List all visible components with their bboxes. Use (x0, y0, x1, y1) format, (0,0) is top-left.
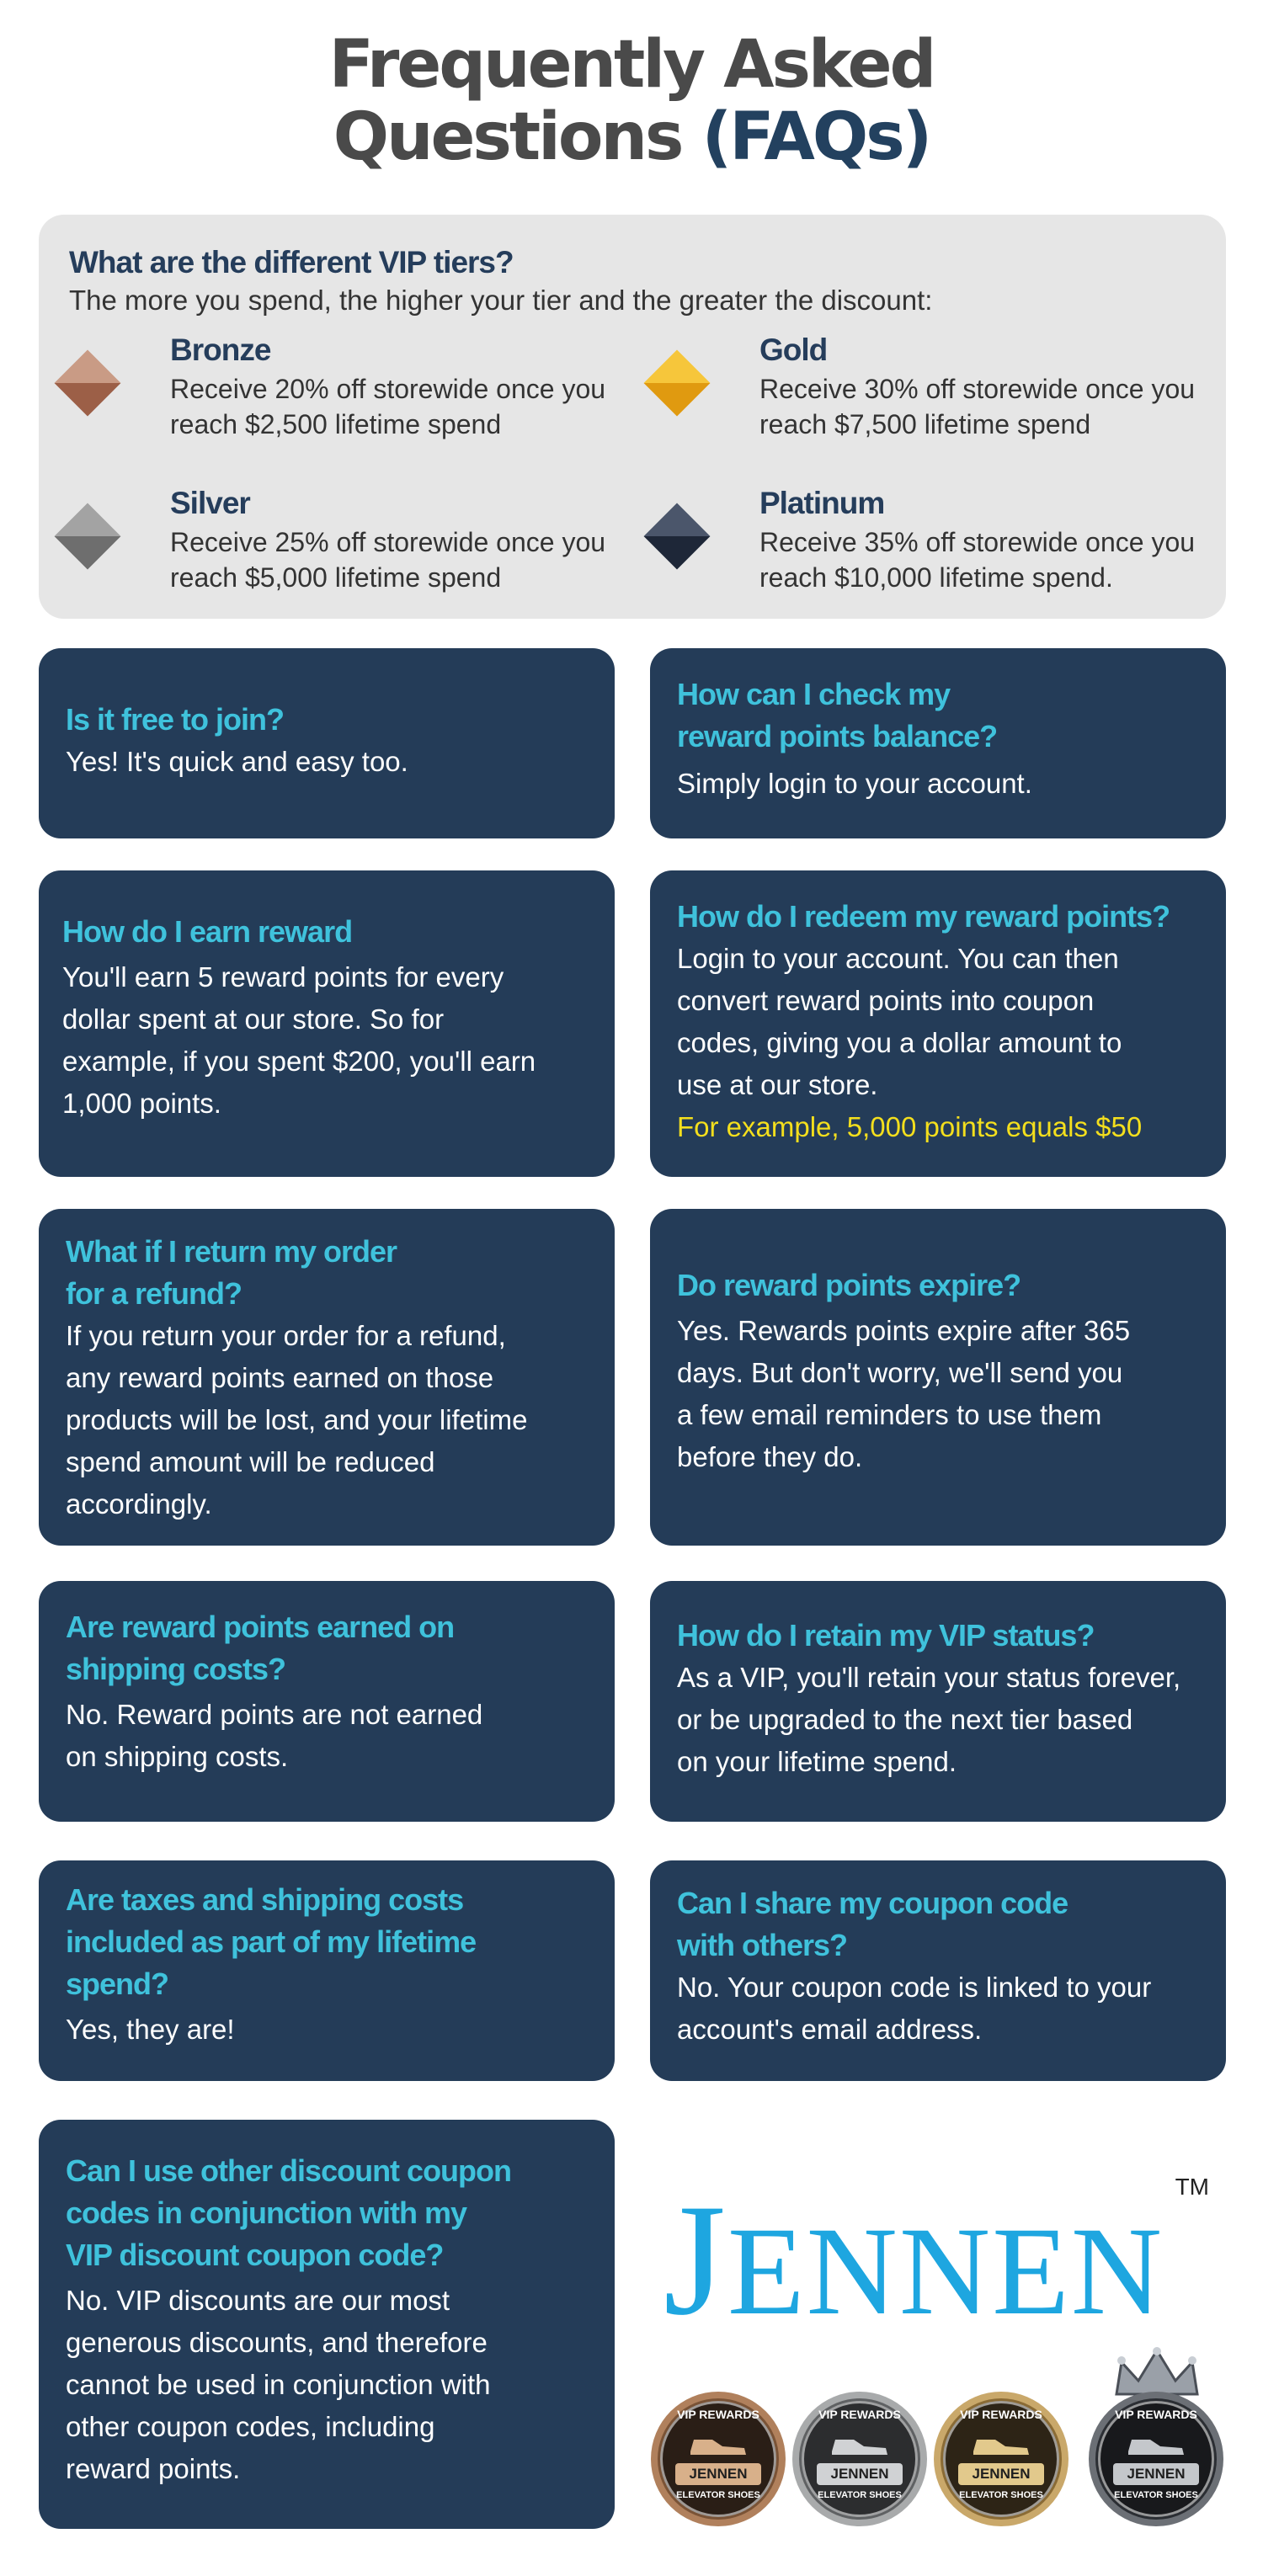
medal-bottom-text: ELEVATOR SHOES (959, 2490, 1043, 2500)
tier-silver (47, 486, 606, 604)
medal-plate: JENNEN (675, 2463, 761, 2485)
tiers-intro: The more you spend, the higher your tier and the greater the discount: (69, 285, 933, 316)
faq-card-share-coupon (650, 1860, 1226, 2081)
platinum-diamond-icon (643, 503, 710, 569)
brand-initial: J (663, 2172, 727, 2349)
crown-icon (1113, 2347, 1201, 2398)
faq-answer: Login to your account. You can then convert reward points into coupon codes, giving you a dollar amount to use at our store. (677, 943, 1122, 1100)
page-title (0, 29, 1263, 173)
medal-bottom-text: ELEVATOR SHOES (676, 2490, 760, 2500)
faq-card-return-refund (39, 1209, 615, 1546)
tier-bronze (47, 333, 606, 450)
tier-platinum (637, 486, 1196, 604)
title-line-1: Frequently Asked (328, 27, 935, 103)
faq-question: How can I check my reward points balance? (677, 677, 998, 753)
platinum-vip-medal (1088, 2391, 1224, 2527)
faq-question: What if I return my order for a refund? (66, 1234, 397, 1311)
shoe-icon (689, 2435, 748, 2456)
tier-name: Silver (170, 486, 250, 520)
medal-top-text: VIP REWARDS (818, 2408, 901, 2421)
faq-question: How do I redeem my reward points? (677, 899, 1170, 934)
shoe-icon (1127, 2435, 1186, 2456)
shoe-icon (972, 2435, 1031, 2456)
brand-logo (655, 2155, 1228, 2349)
medal-plate: JENNEN (817, 2463, 903, 2485)
title-line-2: Questions (333, 99, 702, 175)
tier-description: Receive 20% off storewide once you reach $2,500 lifetime spend (170, 374, 606, 439)
faq-answer: No. Your coupon code is linked to your account's email address. (677, 1972, 1152, 2045)
silver-vip-medal (791, 2391, 928, 2527)
medal-plate: JENNEN (1113, 2463, 1199, 2485)
faq-answer: Yes. Rewards points expire after 365 days. But don't worry, we'll send you a few email reminders to use them before they do. (677, 1315, 1131, 1472)
faq-card-earn-reward (39, 870, 615, 1177)
gold-diamond-icon (643, 349, 710, 416)
medal-top-text: VIP REWARDS (1115, 2408, 1197, 2421)
faq-answer: As a VIP, you'll retain your status forever, or be upgraded to the next tier based on your lifetime spend. (677, 1662, 1181, 1777)
faq-card-points-expire (650, 1209, 1226, 1546)
faq-answer: No. VIP discounts are our most generous discounts, and therefore cannot be used in conjunction with other coupon codes, including reward points. (66, 2285, 491, 2484)
faq-question: How do I retain my VIP status? (677, 1618, 1095, 1653)
tier-name: Bronze (170, 333, 271, 367)
faq-card-shipping-costs (39, 1581, 615, 1822)
faq-answer: Simply login to your account. (677, 768, 1032, 799)
brand-rest: ENNEN (727, 2201, 1164, 2341)
faq-question: Is it free to join? (66, 702, 285, 737)
faq-answer: You'll earn 5 reward points for every dollar spent at our store. So for example, if you spent $200, you'll earn 1,000 points. (62, 961, 536, 1119)
faq-card-free-to-join (39, 648, 615, 838)
faq-question: Are reward points earned on shipping costs? (66, 1610, 455, 1686)
faq-question: Do reward points expire? (677, 1268, 1021, 1302)
faq-card-check-balance (650, 648, 1226, 838)
faq-answer: No. Reward points are not earned on shipping costs. (66, 1699, 483, 1772)
medal-bottom-text: ELEVATOR SHOES (818, 2490, 902, 2500)
medal-top-text: VIP REWARDS (960, 2408, 1042, 2421)
medal-top-text: VIP REWARDS (677, 2408, 759, 2421)
silver-diamond-icon (54, 503, 120, 569)
medal-plate: JENNEN (958, 2463, 1044, 2485)
faq-question: Can I use other discount coupon codes in conjunction with my VIP discount coupon code? (66, 2153, 512, 2272)
tiers-question: What are the different VIP tiers? (69, 245, 514, 279)
tier-description: Receive 35% off storewide once you reach $10,000 lifetime spend. (759, 527, 1196, 593)
tier-gold (637, 333, 1196, 450)
faq-answer: Yes! It's quick and easy too. (66, 746, 408, 777)
bronze-vip-medal (650, 2391, 786, 2527)
vip-tiers-panel (39, 215, 1226, 619)
faq-question: How do I earn reward (62, 914, 353, 949)
faq-card-retain-status (650, 1581, 1226, 1822)
faq-question: Are taxes and shipping costs included as part of my lifetime spend? (66, 1882, 477, 2001)
title-accent: (FAQs) (701, 99, 930, 175)
trademark-mark: TM (1175, 2174, 1209, 2200)
faq-example-note: For example, 5,000 points equals $50 (677, 1111, 1143, 1142)
tier-description: Receive 25% off storewide once you reach $5,000 lifetime spend (170, 527, 606, 593)
faq-answer: Yes, they are! (66, 2014, 235, 2045)
gold-vip-medal (933, 2391, 1069, 2527)
tier-description: Receive 30% off storewide once you reach $7,500 lifetime spend (759, 374, 1196, 439)
shoe-icon (830, 2435, 889, 2456)
faq-card-taxes-shipping (39, 1860, 615, 2081)
faq-answer: If you return your order for a refund, any reward points earned on those products will be lost, and your lifetime spend amount will be reduced accordingly. (66, 1320, 528, 1520)
faq-card-other-coupons (39, 2120, 615, 2529)
medal-bottom-text: ELEVATOR SHOES (1114, 2490, 1198, 2500)
faq-card-redeem-points (650, 870, 1226, 1177)
tier-name: Gold (759, 333, 828, 367)
tier-name: Platinum (759, 486, 885, 520)
brand-wordmark (663, 2172, 1164, 2351)
faq-question: Can I share my coupon code with others? (677, 1886, 1068, 1962)
bronze-diamond-icon (54, 349, 120, 416)
